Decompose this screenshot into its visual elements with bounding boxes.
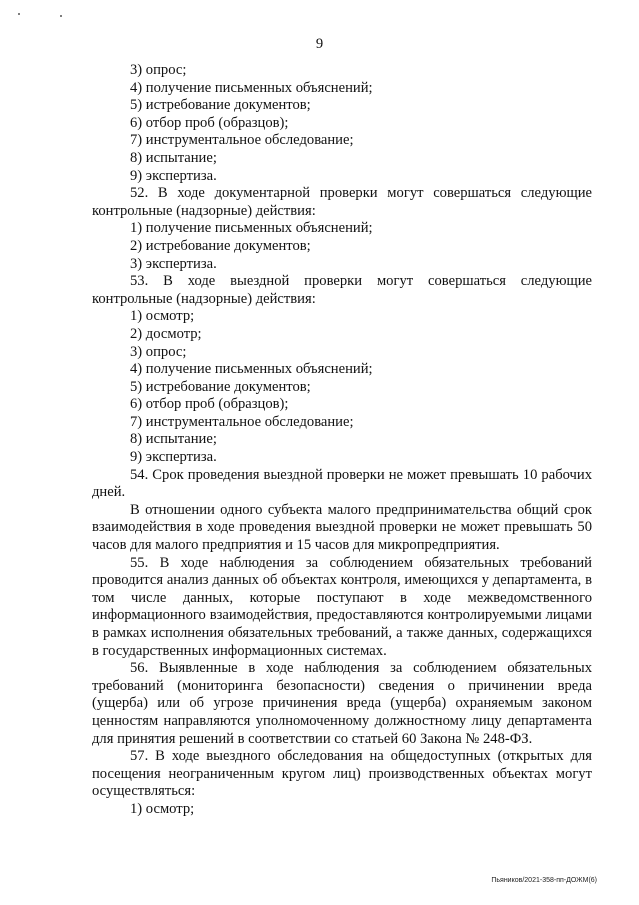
list-item: 5) истребование документов; — [130, 97, 311, 114]
paragraph-55: 55. В ходе наблюдения за соблюдением обязательных требований проводится анализ данных об объектах контроля, имеющихся у департамента, в том числе данных, которые поступают в ходе межведомственного информационного взаимодействия, предоставляются контролируемыми лицами в рамках исполнения обязательных требований, а также данных, содержащихся в государственных информационных системах. — [92, 554, 592, 659]
list-item: 9) экспертиза. — [130, 167, 217, 184]
list-item: 1) осмотр; — [130, 800, 195, 817]
list-item: 1) получение письменных объяснений; — [130, 220, 373, 237]
list-item: 3) опрос; — [130, 343, 187, 360]
list-item: 7) инструментальное обследование; — [130, 132, 354, 149]
list-item: 5) истребование документов; — [130, 378, 311, 395]
document-footer-code: Пьяников/2021-358-пп-ДОЖМ(6) — [491, 877, 597, 884]
paragraph-52: 52. В ходе документарной проверки могут совершаться следующие контрольные (надзорные) действия: — [92, 185, 592, 219]
list-item: 3) опрос; — [130, 62, 187, 78]
list-item: 6) отбор проб (образцов); — [130, 396, 289, 413]
list-item: 7) инструментальное обследование; — [130, 413, 354, 430]
paragraph-53: 53. В ходе выездной проверки могут совершаться следующие контрольные (надзорные) действия: — [92, 273, 592, 307]
paragraph-56: 56. Выявленные в ходе наблюдения за соблюдением обязательных требований (мониторинга безопасности) сведения о причинении вреда (ущерба) или об угрозе причинения вреда (ущерба) охраняемым законом ценностям направляются уполномоченному должностному лицу департамента для принятия решений в соответствии со статьей 60 Закона № 248-ФЗ. — [92, 660, 592, 747]
paragraph-54: 54. Срок проведения выездной проверки не может превышать 10 рабочих дней. — [92, 466, 592, 501]
scan-specks — [18, 10, 68, 20]
paragraph-57: 57. В ходе выездного обследования на общедоступных (открытых для посещения неограниченным кругом лиц) производственных объектах могут осуществляться: — [92, 748, 592, 800]
list-item: 4) получение письменных объяснений; — [130, 361, 373, 378]
document-body — [92, 62, 592, 819]
list-item: 1) осмотр; — [130, 308, 195, 325]
list-item: 2) досмотр; — [130, 325, 202, 342]
page-number: 9 — [315, 36, 324, 52]
list-item: 6) отбор проб (образцов); — [130, 114, 289, 131]
list-item: 2) истребование документов; — [130, 237, 311, 254]
list-item: 4) получение письменных объяснений; — [130, 79, 373, 96]
list-item: 9) экспертиза. — [130, 449, 217, 466]
paragraph-54-continued: В отношении одного субъекта малого предпринимательства общий срок взаимодействия в ходе проведения выездной проверки не может превышать 50 часов для малого предприятия и 15 часов для микропредприятия. — [92, 501, 592, 554]
list-item: 8) испытание; — [130, 149, 217, 166]
list-item: 8) испытание; — [130, 431, 217, 448]
list-item: 3) экспертиза. — [130, 255, 217, 272]
